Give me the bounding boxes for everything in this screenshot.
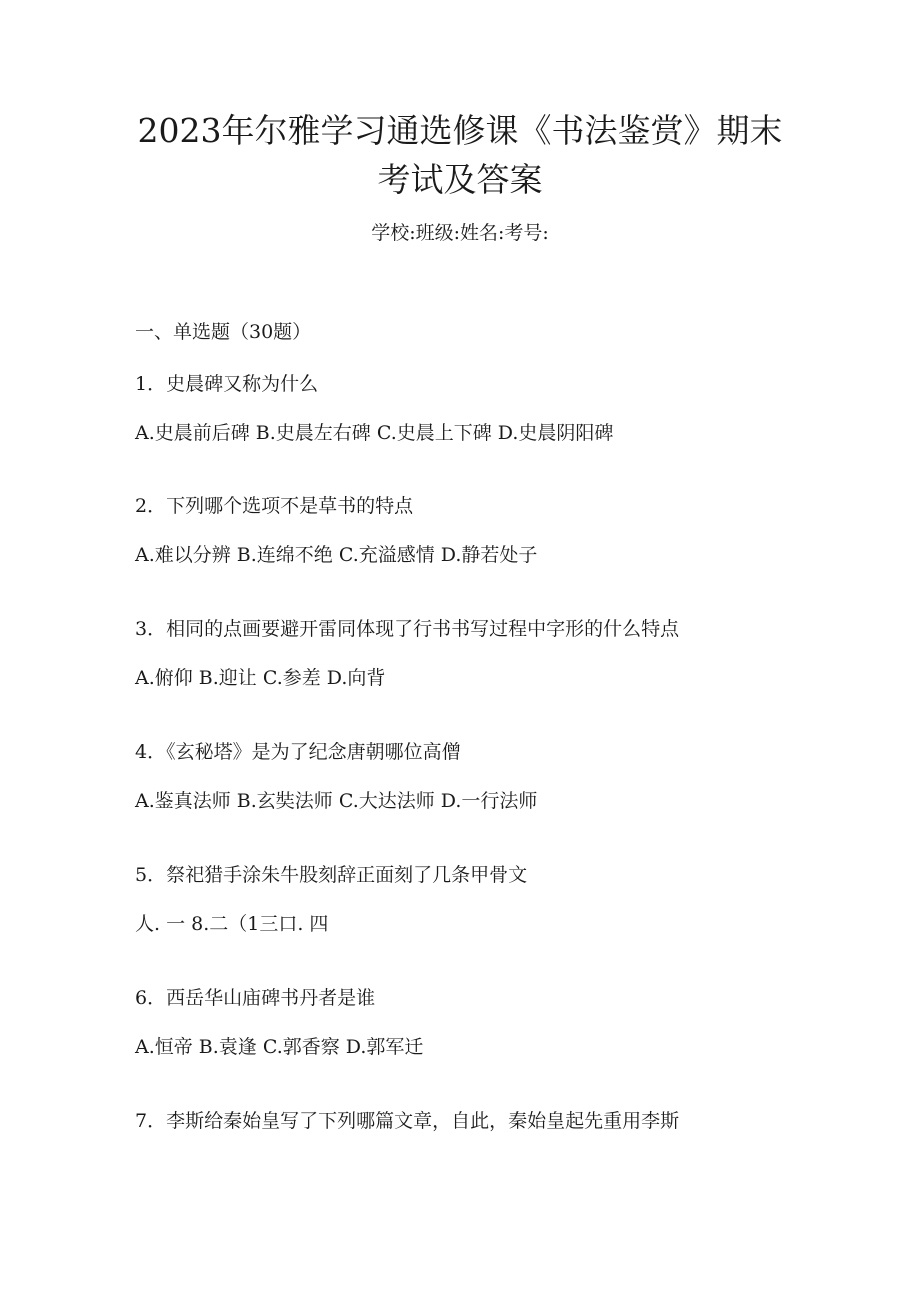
document-title-line2: 考试及答案 — [377, 160, 543, 199]
question-3-text: 3．相同的点画要避开雷同体现了行书书写过程中字形的什么特点 — [135, 618, 680, 640]
question-5-text: 5．祭祀猎手涂朱牛股刻辞正面刻了几条甲骨文 — [135, 864, 528, 886]
question-2-options: A.难以分辨 B.连绵不绝 C.充溢感情 D.静若处子 — [135, 544, 538, 566]
question-4-options: A.鉴真法师 B.玄奘法师 C.大达法师 D.一行法师 — [135, 790, 538, 812]
question-7-text: 7．李斯给秦始皇写了下列哪篇文章，自此，秦始皇起先重用李斯 — [135, 1110, 680, 1132]
student-info-line: 学校:班级:姓名:考号: — [371, 222, 549, 244]
question-6-options: A.恒帝 B.袁逢 C.郭香察 D.郭军迁 — [135, 1036, 424, 1058]
question-6-text: 6．西岳华山庙碑书丹者是谁 — [135, 987, 376, 1009]
question-5-options: 人. 一 8.二（1三口. 四 — [135, 913, 329, 935]
question-4-text: 4．《玄秘塔》是为了纪念唐朝哪位高僧 — [135, 741, 461, 763]
question-1-text: 1．史晨碑又称为什么 — [135, 373, 319, 395]
question-1-options: A.史晨前后碑 B.史晨左右碑 C.史晨上下碑 D.史晨阴阳碑 — [135, 422, 614, 444]
question-3-options: A.俯仰 B.迎让 C.参差 D.向背 — [135, 667, 386, 689]
question-2-text: 2．下列哪个选项不是草书的特点 — [135, 495, 414, 517]
section-heading: 一、单选题（30题） — [135, 321, 312, 343]
document-title-line1: 2023年尔雅学习通选修课《书法鉴赏》期末 — [137, 111, 783, 150]
